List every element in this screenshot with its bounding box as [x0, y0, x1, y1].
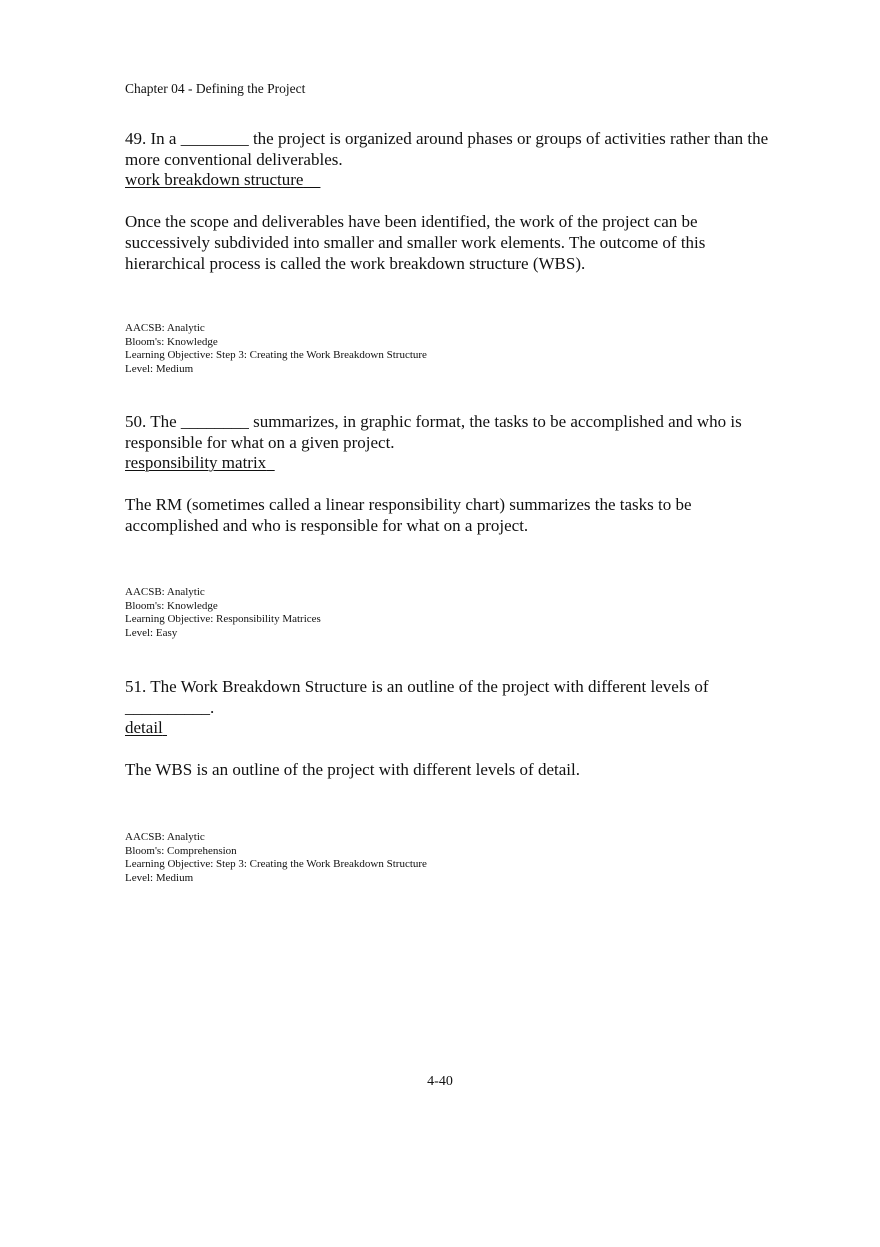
learning-objective-tag: Learning Objective: Step 3: Creating the Work Breakdown Structure: [125, 349, 427, 361]
learning-objective-tag: Learning Objective: Responsibility Matrices: [125, 613, 321, 625]
level-tag: Level: Medium: [125, 362, 194, 375]
question-prompt: 49. In a ________ the project is organized around phases or groups of activities rather than the more conventional deliverables.: [125, 129, 769, 169]
question-prompt: 51. The Work Breakdown Structure is an outline of the project with different levels of __________.: [125, 677, 709, 717]
blooms-tag: Bloom's: Knowledge: [125, 335, 218, 348]
level-tag: Level: Easy: [125, 626, 178, 639]
aacsb-tag: AACSB: Analytic: [125, 586, 205, 598]
level-tag: Level: Medium: [125, 871, 194, 884]
question-metadata: [125, 586, 321, 640]
question-explanation: Once the scope and deliverables have been identified, the work of the project can be successively subdivided into smaller and smaller work elements. The outcome of this hierarchical process is called the work breakdown structure (WBS).: [125, 212, 706, 273]
question-explanation: The RM (sometimes called a linear responsibility chart) summarizes the tasks to be accomplished and who is responsible for what on a project.: [125, 495, 692, 535]
question-prompt: 50. The ________ summarizes, in graphic format, the tasks to be accomplished and who is responsible for what on a given project.: [125, 412, 742, 452]
question-50: [125, 411, 775, 639]
chapter-header: Chapter 04 - Defining the Project: [125, 81, 306, 96]
question-51: [125, 676, 775, 884]
blooms-tag: Bloom's: Knowledge: [125, 599, 218, 612]
question-answer: work breakdown structure: [125, 170, 304, 189]
aacsb-tag: AACSB: Analytic: [125, 831, 205, 843]
question-metadata: [125, 831, 427, 885]
aacsb-tag: AACSB: Analytic: [125, 322, 205, 334]
question-explanation: The WBS is an outline of the project with different levels of detail.: [125, 760, 580, 779]
learning-objective-tag: Learning Objective: Step 3: Creating the Work Breakdown Structure: [125, 858, 427, 870]
page-number: 4-40: [427, 1074, 453, 1089]
question-answer: responsibility matrix: [125, 453, 267, 472]
blooms-tag: Bloom's: Comprehension: [125, 844, 237, 857]
question-metadata: [125, 322, 427, 376]
question-answer: detail: [125, 718, 163, 737]
question-49: [125, 128, 775, 375]
